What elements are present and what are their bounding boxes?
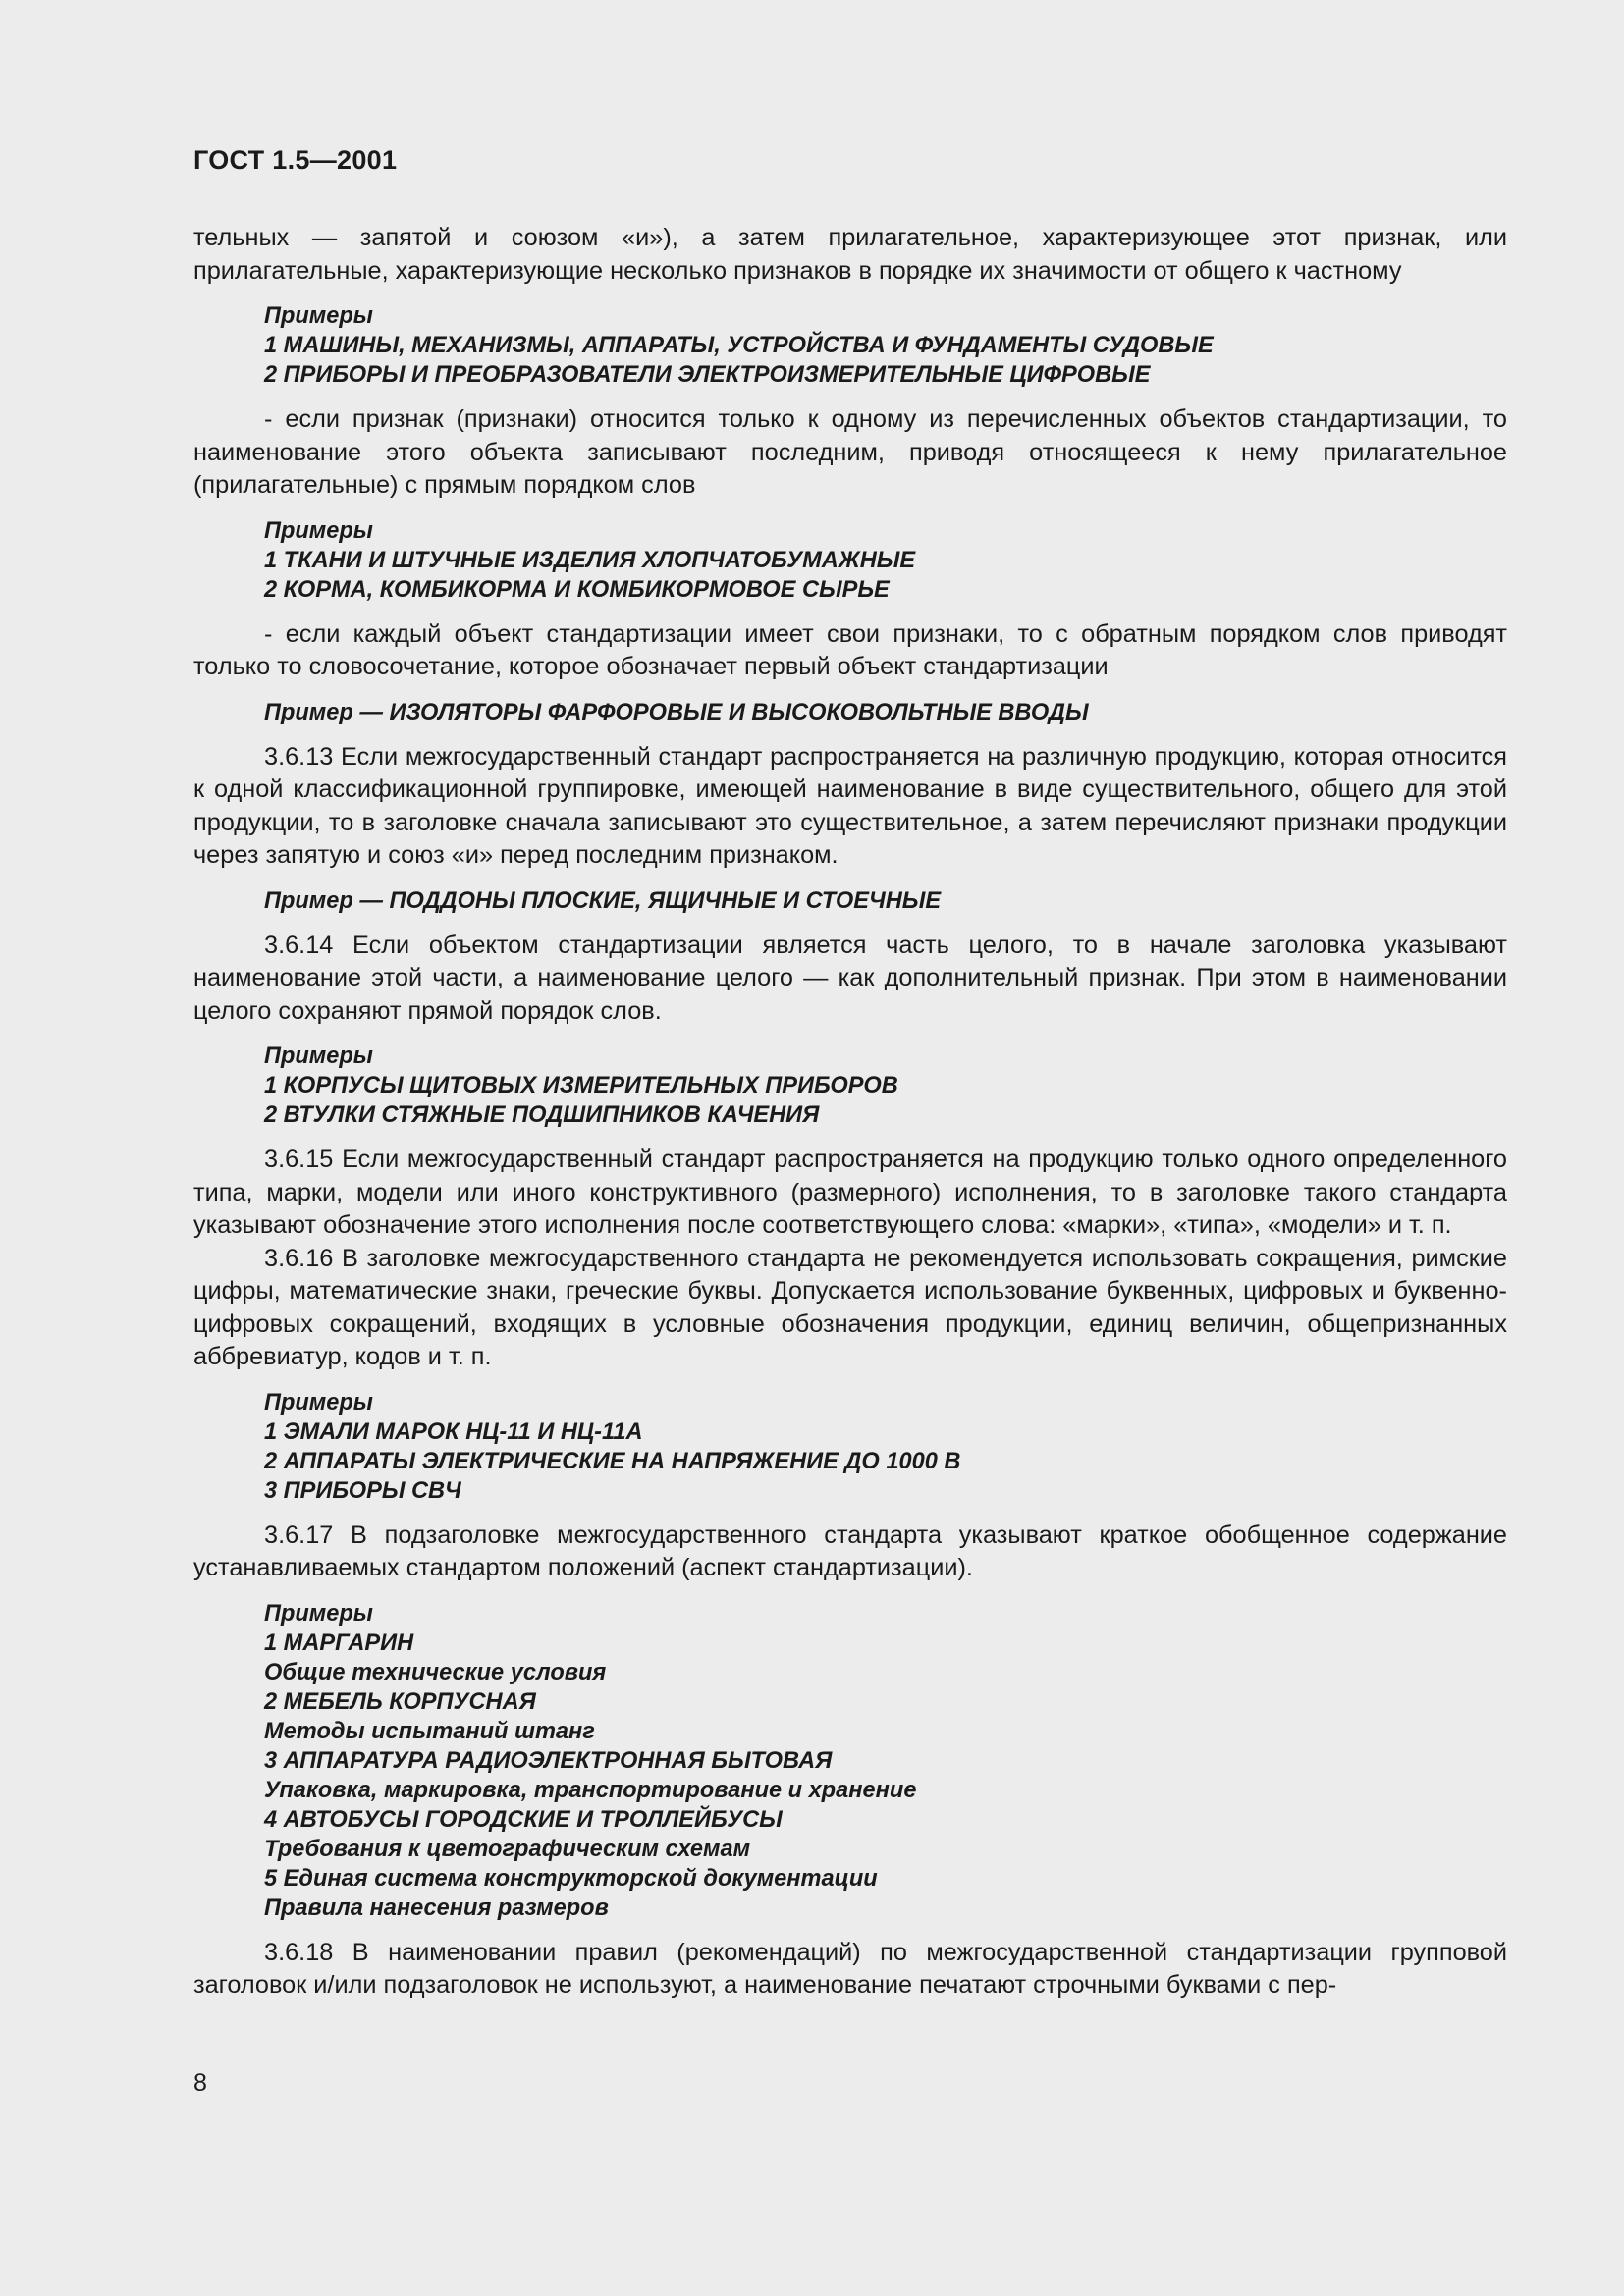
example-line: Правила нанесения размеров (264, 1895, 609, 1921)
example-line: 2 ПРИБОРЫ И ПРЕОБРАЗОВАТЕЛИ ЭЛЕКТРОИЗМЕРИТЕЛЬНЫЕ ЦИФРОВЫЕ (264, 362, 1151, 388)
paragraph: - если каждый объект стандартизации имеет свои признаки, то с обратным порядком слов приводят только то словосочетание, которое обозначает первый объект стандартизации (193, 619, 1507, 680)
example-line: 2 МЕБЕЛЬ КОРПУСНАЯ (264, 1688, 536, 1715)
example-line: Примеры (264, 303, 373, 329)
example-line: 5 Единая система конструкторской документации (264, 1865, 878, 1892)
paragraph-3-6-13: 3.6.13 Если межгосударственный стандарт распространяется на различную продукцию, которая относится к одной классификационной группировке, имеющей наименование в виде существительного, общего для этой продукции, то в заголовке сначала записывают это существительное, а затем перечисляют признаки продукции через запятую и союз «и» перед последним признаком. (193, 742, 1507, 869)
example-line: Примеры (264, 1389, 373, 1415)
example-line: 2 ВТУЛКИ СТЯЖНЫЕ ПОДШИПНИКОВ КАЧЕНИЯ (264, 1102, 820, 1128)
paragraph-3-6-15: 3.6.15 Если межгосударственный стандарт распространяется на продукцию только одного определенного типа, марки, модели или иного конструктивного (размерного) исполнения, то в заголовке такого стандарта указывают обозначение этого исполнения после соответствующего слова: «марки», «типа», «модели» и т. п. (193, 1146, 1507, 1239)
examples-block (264, 516, 1507, 605)
example-single (264, 886, 1507, 916)
example-line: 1 МАШИНЫ, МЕХАНИЗМЫ, АППАРАТЫ, УСТРОЙСТВА И ФУНДАМЕНТЫ СУДОВЫЕ (264, 333, 1214, 358)
document-header: ГОСТ 1.5—2001 (193, 145, 398, 175)
paragraph-3-6-17: 3.6.17 В подзаголовке межгосударственного стандарта указывают краткое обобщенное содержание устанавливаемых стандартом положений (аспект стандартизации). (193, 1521, 1507, 1581)
example-line: Примеры (264, 1600, 373, 1627)
example-line: Примеры (264, 517, 373, 544)
example-line: 1 ТКАНИ И ШТУЧНЫЕ ИЗДЕЛИЯ ХЛОПЧАТОБУМАЖНЫЕ (264, 547, 916, 573)
example-line: 2 КОРМА, КОМБИКОРМА И КОМБИКОРМОВОЕ СЫРЬЕ (264, 576, 890, 603)
examples-block (264, 1041, 1507, 1130)
paragraph: тельных — запятой и союзом «и»), а затем прилагательное, характеризующее этот признак, или прилагательные, характеризующие несколько признаков в порядке их значимости от общего к частному (193, 224, 1507, 285)
example-line: Пример — ПОДДОНЫ ПЛОСКИЕ, ЯЩИЧНЫЕ И СТОЕЧНЫЕ (264, 887, 942, 914)
examples-block (264, 1388, 1507, 1506)
example-line: 1 ЭМАЛИ МАРОК НЦ-11 И НЦ-11А (264, 1418, 643, 1445)
example-line: Методы испытаний штанг (264, 1718, 595, 1744)
example-line: 1 МАРГАРИН (264, 1629, 414, 1656)
example-line: Требования к цветографическим схемам (264, 1836, 751, 1862)
page-number: 8 (193, 2069, 207, 2097)
example-line: 3 ПРИБОРЫ СВЧ (264, 1477, 461, 1504)
paragraph-3-6-18: 3.6.18 В наименовании правил (рекомендаций) по межгосударственной стандартизации групповой заголовок и/или подзаголовок не используют, а наименование печатают строчными буквами с пер- (193, 1938, 1507, 1999)
example-line: Примеры (264, 1043, 373, 1069)
example-single (264, 698, 1507, 727)
examples-block (264, 301, 1507, 390)
example-line: Упаковка, маркировка, транспортирование и хранение (264, 1777, 917, 1803)
paragraph-3-6-16: 3.6.16 В заголовке межгосударственного стандарта не рекомендуется использовать сокращения, римские цифры, математические знаки, греческие буквы. Допускается использование буквенных, цифровых и буквенно-цифровых сокращений, входящих в условные обозначения продукции, единиц величин, общепризнанных аббревиатур, кодов и т. п. (193, 1244, 1507, 1370)
example-line: 4 АВТОБУСЫ ГОРОДСКИЕ И ТРОЛЛЕЙБУСЫ (264, 1806, 783, 1833)
example-line: 3 АППАРАТУРА РАДИОЭЛЕКТРОННАЯ БЫТОВАЯ (264, 1747, 833, 1774)
paragraph-3-6-14: 3.6.14 Если объектом стандартизации является часть целого, то в начале заголовка указывают наименование этой части, а наименование целого — как дополнительный признак. При этом в наименовании целого сохраняют прямой порядок слов. (193, 931, 1507, 1025)
example-line: 2 АППАРАТЫ ЭЛЕКТРИЧЕСКИЕ НА НАПРЯЖЕНИЕ ДО 1000 В (264, 1448, 961, 1474)
example-line: 1 КОРПУСЫ ЩИТОВЫХ ИЗМЕРИТЕЛЬНЫХ ПРИБОРОВ (264, 1073, 898, 1098)
example-line: Пример — ИЗОЛЯТОРЫ ФАРФОРОВЫЕ И ВЫСОКОВОЛЬТНЫЕ ВВОДЫ (264, 699, 1089, 725)
document-body (193, 222, 1507, 2002)
paragraph: - если признак (признаки) относится только к одному из перечисленных объектов стандартизации, то наименование этого объекта записывают последним, приводя относящееся к нему прилагательное (прилагательные) с прямым порядком слов (193, 405, 1507, 499)
example-line: Общие технические условия (264, 1659, 607, 1685)
examples-block (264, 1599, 1507, 1923)
